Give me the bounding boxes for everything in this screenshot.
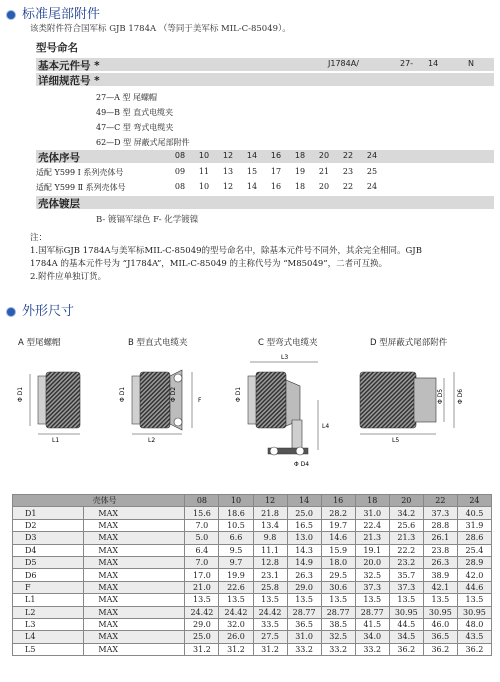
y599-series2-label: 适配 Y599 Ⅱ 系列壳体号 (36, 183, 126, 192)
table-cell: 26.3 (423, 556, 457, 568)
table-cell: 37.3 (355, 581, 389, 593)
table-cell: 33.2 (287, 643, 321, 655)
table-cell: 31.0 (355, 507, 389, 519)
table-cell: 33.2 (355, 643, 389, 655)
table-cell: 42.1 (423, 581, 457, 593)
table-cell: 27.5 (253, 631, 287, 643)
table-cell: L4 (13, 631, 84, 643)
table-cell: 24.42 (219, 606, 253, 618)
table-cell: 13.5 (185, 594, 219, 606)
table-cell: MAX (84, 569, 185, 581)
base-part-label: 基本元件号 * (38, 60, 100, 72)
shell-cell: 20 (318, 182, 330, 191)
note-line: 1.国军标GJB 1784A与美军标MIL-C-85049的型号命名中，除基本元件号不同外，其余完全相同。GJB (30, 246, 422, 256)
table-cell: 32.5 (355, 569, 389, 581)
table-header-cell: 10 (219, 495, 253, 507)
plating-bar (36, 196, 494, 209)
table-cell: D1 (13, 507, 84, 519)
table-cell: 6.6 (219, 532, 253, 544)
table-cell: 10.5 (219, 519, 253, 531)
table-cell: 29.5 (321, 569, 355, 581)
base-part-bar (36, 58, 494, 71)
table-cell: 9.5 (219, 544, 253, 556)
table-cell: 28.9 (457, 556, 491, 568)
dim-label-d4: Φ D4 (294, 461, 310, 468)
table-cell: L1 (13, 594, 84, 606)
table-cell: 30.95 (457, 606, 491, 618)
table-cell: 35.7 (389, 569, 423, 581)
base-size: 14 (428, 59, 439, 68)
spec-option: 62—D 型 屏蔽式尾部附件 (96, 138, 190, 147)
table-header-cell: 22 (423, 495, 457, 507)
shell-cell: 13 (222, 167, 234, 176)
shell-cell: 21 (318, 167, 330, 176)
table-row (13, 556, 492, 568)
table-cell: 41.5 (355, 618, 389, 630)
table-cell: MAX (84, 606, 185, 618)
table-cell: MAX (84, 544, 185, 556)
table-cell: 24.42 (253, 606, 287, 618)
table-cell: 13.0 (287, 532, 321, 544)
dim-label-d1: Φ D1 (235, 386, 242, 402)
table-cell: 20.0 (355, 556, 389, 568)
table-cell: MAX (84, 532, 185, 544)
table-cell: 22.6 (219, 581, 253, 593)
table-row (13, 544, 492, 556)
table-header-cell: 08 (185, 495, 219, 507)
table-row (13, 569, 492, 581)
shell-cell: 10 (198, 182, 210, 191)
table-cell: 38.9 (423, 569, 457, 581)
table-row (13, 618, 492, 630)
table-cell: 23.2 (389, 556, 423, 568)
table-cell: 31.0 (287, 631, 321, 643)
table-row (13, 532, 492, 544)
table-cell: 44.6 (457, 581, 491, 593)
bullet-icon (6, 307, 16, 317)
shell-cell: 19 (294, 167, 306, 176)
spec-label: 详细规范号 * (38, 75, 100, 87)
table-cell: L2 (13, 606, 84, 618)
table-cell: 37.3 (389, 581, 423, 593)
table-cell: 34.2 (389, 507, 423, 519)
table-cell: 22.4 (355, 519, 389, 531)
shell-size-cell: 08 (174, 151, 186, 160)
shell-cell: 25 (366, 167, 378, 176)
table-cell: 25.6 (389, 519, 423, 531)
table-cell: D2 (13, 519, 84, 531)
note-line: 1784A 的基本元件号为 “J1784A”，MIL-C-85049 的主称代号为 “M85049”，二者可互换。 (30, 259, 388, 269)
table-header-cell: 24 (457, 495, 491, 507)
table-cell: MAX (84, 581, 185, 593)
table-cell: 28.77 (321, 606, 355, 618)
table-cell: 30.95 (389, 606, 423, 618)
table-cell: MAX (84, 643, 185, 655)
table-cell: 13.5 (219, 594, 253, 606)
table-cell: 30.95 (423, 606, 457, 618)
table-cell: 31.2 (219, 643, 253, 655)
shell-size-cell: 14 (246, 151, 258, 160)
dim-label-l3: L3 (281, 354, 289, 361)
table-header-cell: 壳体号 (13, 495, 185, 507)
shell-size-cell: 24 (366, 151, 378, 160)
table-cell: 13.5 (457, 594, 491, 606)
dim-label-d1: Φ D1 (17, 386, 24, 402)
table-cell: 26.0 (219, 631, 253, 643)
table-cell: 29.0 (287, 581, 321, 593)
table-cell: 30.6 (321, 581, 355, 593)
shell-size-cell: 12 (222, 151, 234, 160)
table-cell: 28.77 (287, 606, 321, 618)
table-cell: MAX (84, 556, 185, 568)
table-cell: D6 (13, 569, 84, 581)
table-cell: D5 (13, 556, 84, 568)
table-cell: 13.5 (389, 594, 423, 606)
table-header-cell: 16 (321, 495, 355, 507)
table-cell: 25.4 (457, 544, 491, 556)
table-cell: 28.2 (321, 507, 355, 519)
base-letter: N (468, 59, 474, 68)
table-cell: 31.2 (253, 643, 287, 655)
table-cell: 36.5 (423, 631, 457, 643)
table-row (13, 507, 492, 519)
shell-cell: 11 (198, 167, 210, 176)
table-cell: MAX (84, 618, 185, 630)
shell-cell: 18 (294, 182, 306, 191)
dimension-diagrams (0, 350, 500, 485)
shell-cell: 15 (246, 167, 258, 176)
table-cell: MAX (84, 507, 185, 519)
table-cell: 43.5 (457, 631, 491, 643)
plating-label: 壳体镀层 (38, 198, 80, 210)
shell-cell: 16 (270, 182, 282, 191)
y599-series1-row (36, 167, 496, 179)
diagram-a-drawing (30, 372, 80, 434)
table-header-cell: 12 (253, 495, 287, 507)
table-cell: 28.8 (423, 519, 457, 531)
table-cell: 6.4 (185, 544, 219, 556)
table-cell: 14.9 (287, 556, 321, 568)
note-line: 2.附件应单独订货。 (30, 272, 107, 282)
table-cell: 36.2 (457, 643, 491, 655)
table-cell: 21.8 (253, 507, 287, 519)
table-cell: 15.6 (185, 507, 219, 519)
dim-label-d1: Φ D1 (119, 386, 126, 402)
naming-title: 型号命名 (36, 42, 78, 54)
table-cell: L5 (13, 643, 84, 655)
dim-label-l1: L1 (52, 437, 60, 444)
shell-size-bar (36, 150, 494, 163)
shell-size-cell: 20 (318, 151, 330, 160)
table-cell: 25.0 (287, 507, 321, 519)
table-cell: 17.0 (185, 569, 219, 581)
table-cell: 36.2 (423, 643, 457, 655)
diagram-b-title: B 型直式电缆夹 (128, 338, 188, 348)
shell-size-cell: 16 (270, 151, 282, 160)
dim-label-l4: L4 (322, 423, 330, 430)
table-cell: 7.0 (185, 519, 219, 531)
shell-size-cell: 10 (198, 151, 210, 160)
shell-cell: 22 (342, 182, 354, 191)
shell-cell: 23 (342, 167, 354, 176)
table-cell: 28.77 (355, 606, 389, 618)
shell-size-cell: 18 (294, 151, 306, 160)
table-cell: 28.6 (457, 532, 491, 544)
dim-label-d2: Φ D2 (170, 386, 177, 402)
shell-cell: 09 (174, 167, 186, 176)
table-cell: 22.2 (389, 544, 423, 556)
dim-label-l2: L2 (148, 437, 156, 444)
notes-title: 注： (30, 233, 48, 243)
table-cell: 33.2 (321, 643, 355, 655)
dim-label-l5: L5 (392, 437, 400, 444)
table-cell: F (13, 581, 84, 593)
table-cell: 26.3 (287, 569, 321, 581)
table-cell: 13.4 (253, 519, 287, 531)
table-header-cell: 14 (287, 495, 321, 507)
section-header-dimensions: 外形尺寸 (6, 300, 74, 319)
table-cell: 13.5 (287, 594, 321, 606)
diagram-d-title: D 型屏蔽式尾部附件 (370, 338, 448, 348)
table-cell: 21.0 (185, 581, 219, 593)
dimension-table (12, 494, 492, 656)
table-cell: 37.3 (423, 507, 457, 519)
table-cell: 26.1 (423, 532, 457, 544)
table-row (13, 631, 492, 643)
table-cell: 38.5 (321, 618, 355, 630)
shell-cell: 12 (222, 182, 234, 191)
table-cell: 13.5 (321, 594, 355, 606)
table-cell: 13.5 (355, 594, 389, 606)
table-cell: 19.7 (321, 519, 355, 531)
table-cell: 40.5 (457, 507, 491, 519)
table-cell: 18.0 (321, 556, 355, 568)
diagram-c-title: C 型弯式电缆夹 (258, 338, 318, 348)
table-cell: 36.5 (287, 618, 321, 630)
spec-option: 27—A 型 尾螺帽 (96, 93, 158, 102)
table-cell: 16.5 (287, 519, 321, 531)
table-cell: 7.0 (185, 556, 219, 568)
table-cell: 5.0 (185, 532, 219, 544)
table-cell: 31.9 (457, 519, 491, 531)
table-cell: 34.5 (389, 631, 423, 643)
notes-block (30, 232, 490, 284)
diagram-b-drawing (132, 370, 192, 434)
table-cell: D3 (13, 532, 84, 544)
table-cell: L3 (13, 618, 84, 630)
shell-cell: 24 (366, 182, 378, 191)
table-cell: 32.5 (321, 631, 355, 643)
table-cell: 36.2 (389, 643, 423, 655)
table-cell: 33.5 (253, 618, 287, 630)
table-cell: 19.9 (219, 569, 253, 581)
table-cell: 14.6 (321, 532, 355, 544)
table-cell: 25.0 (185, 631, 219, 643)
shell-size-label: 壳体序号 (38, 152, 80, 164)
table-cell: 29.0 (185, 618, 219, 630)
table-cell: 21.3 (389, 532, 423, 544)
table-cell: 42.0 (457, 569, 491, 581)
table-cell: 46.0 (423, 618, 457, 630)
table-row (13, 581, 492, 593)
table-row (13, 606, 492, 618)
table-cell: 13.5 (253, 594, 287, 606)
table-header-cell: 20 (389, 495, 423, 507)
table-cell: 15.9 (321, 544, 355, 556)
y599-series2-row (36, 182, 496, 194)
table-cell: 48.0 (457, 618, 491, 630)
table-cell: 25.8 (253, 581, 287, 593)
dim-label-d6: Φ D6 (457, 388, 464, 404)
table-cell: 23.8 (423, 544, 457, 556)
table-cell: 12.8 (253, 556, 287, 568)
table-cell: 9.7 (219, 556, 253, 568)
table-cell: MAX (84, 631, 185, 643)
bullet-icon (6, 10, 16, 20)
base-code: J1784A/ (328, 59, 359, 68)
table-row (13, 594, 492, 606)
shell-cell: 08 (174, 182, 186, 191)
table-cell: 34.0 (355, 631, 389, 643)
table-row (13, 519, 492, 531)
table-cell: 32.0 (219, 618, 253, 630)
table-cell: 24.42 (185, 606, 219, 618)
diagram-a-title: A 型尾螺帽 (18, 338, 61, 348)
table-cell: 44.5 (389, 618, 423, 630)
table-cell: 13.5 (423, 594, 457, 606)
plating-options: B- 镀镉军绿色 F- 化学镀镍 (96, 215, 199, 225)
table-cell: MAX (84, 519, 185, 531)
base-num: 27- (400, 59, 414, 68)
diagram-c-drawing (248, 362, 318, 455)
table-cell: 31.2 (185, 643, 219, 655)
table-row (13, 643, 492, 655)
dim-label-f: F (198, 397, 202, 404)
shell-size-cell: 22 (342, 151, 354, 160)
table-cell: 19.1 (355, 544, 389, 556)
table-cell: 18.6 (219, 507, 253, 519)
table-cell: 23.1 (253, 569, 287, 581)
spec-option: 49—B 型 直式电缆夹 (96, 108, 174, 117)
dim-label-d5: Φ D5 (437, 388, 444, 404)
shell-cell: 17 (270, 167, 282, 176)
table-header-row (13, 495, 492, 507)
table-cell: 11.1 (253, 544, 287, 556)
table-cell: D4 (13, 544, 84, 556)
intro-text: 该类附件符合国军标 GJB 1784A （等同于美军标 MIL-C-85049）。 (30, 24, 291, 34)
shell-cell: 14 (246, 182, 258, 191)
table-cell: 14.3 (287, 544, 321, 556)
table-cell: MAX (84, 594, 185, 606)
spec-bar (36, 73, 494, 86)
table-cell: 21.3 (355, 532, 389, 544)
table-header-cell: 18 (355, 495, 389, 507)
section-header-standard-accessories: 标准尾部附件 (6, 3, 100, 22)
y599-series1-label: 适配 Y599 Ⅰ 系列壳体号 (36, 168, 124, 177)
spec-option: 47—C 型 弯式电缆夹 (96, 123, 174, 132)
table-cell: 9.8 (253, 532, 287, 544)
